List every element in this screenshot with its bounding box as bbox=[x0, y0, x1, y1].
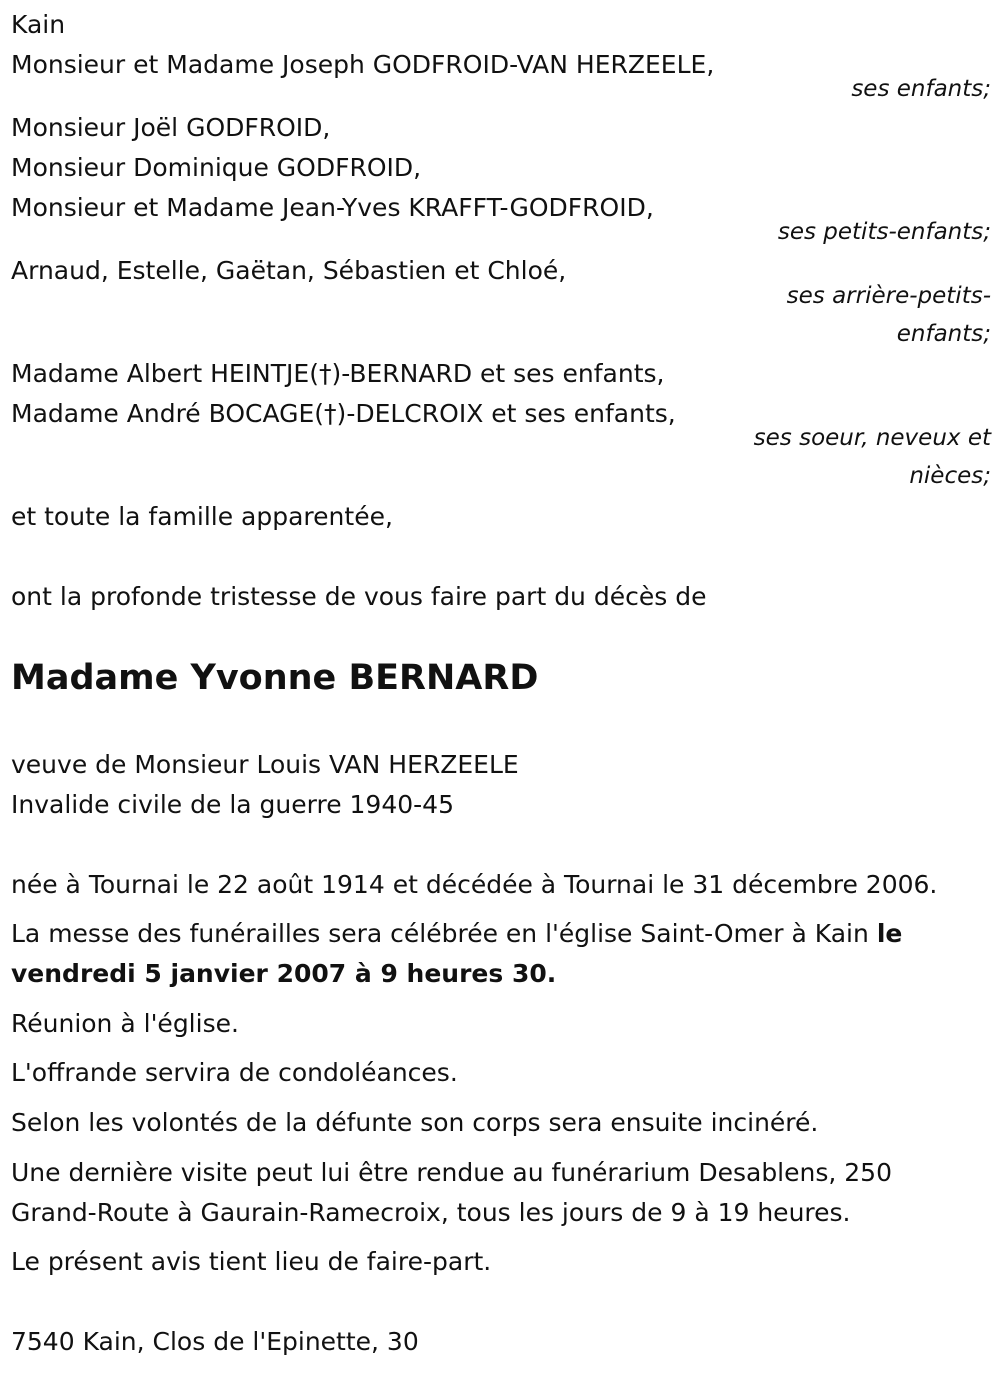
visit-paragraph: Une dernière visite peut lui être rendue au funérarium Desablens, 250 Grand-Route à Gaurain-Ramecroix, tous les jours de 9 à 19 heures. bbox=[11, 1158, 892, 1227]
mass-text: La messe des funérailles sera célébrée en l'église Saint-Omer à Kain bbox=[11, 919, 869, 948]
birth-death-line: née à Tournai le 22 août 1914 et décédée à Tournai le 31 décembre 2006. bbox=[11, 870, 938, 899]
notice-line: Le présent avis tient lieu de faire-part. bbox=[11, 1247, 492, 1276]
address-line: 7540 Kain, Clos de l'Epinette, 30 bbox=[11, 1327, 419, 1356]
grandchild-line: Monsieur et Madame Jean-Yves KRAFFT-GODFROID, bbox=[11, 193, 654, 222]
sibling-line: Madame André BOCAGE(†)-DELCROIX et ses enfants, bbox=[11, 399, 676, 428]
widow-of-line: veuve de Monsieur Louis VAN HERZEELE bbox=[11, 750, 519, 779]
extended-family-line: et toute la famille apparentée, bbox=[11, 502, 393, 531]
mass-paragraph bbox=[11, 914, 991, 994]
grandchild-line: Monsieur Joël GODFROID, bbox=[11, 113, 331, 142]
deceased-name: Madame Yvonne BERNARD bbox=[11, 658, 539, 698]
sibling-line: Madame Albert HEINTJE(†)-BERNARD et ses enfants, bbox=[11, 359, 665, 388]
offering-line: L'offrande servira de condoléances. bbox=[11, 1058, 458, 1087]
announcement-line: ont la profonde tristesse de vous faire part du décès de bbox=[11, 582, 707, 611]
children-relation: ses enfants; bbox=[851, 76, 991, 102]
mass-date: le vendredi 5 janvier 2007 à 9 heures 30. bbox=[11, 919, 903, 988]
place-line: Kain bbox=[11, 10, 66, 39]
cremation-line: Selon les volontés de la défunte son corps sera ensuite incinéré. bbox=[11, 1108, 819, 1137]
great-grandchildren-line: Arnaud, Estelle, Gaëtan, Sébastien et Chloé, bbox=[11, 256, 567, 285]
war-title-line: Invalide civile de la guerre 1940-45 bbox=[11, 790, 454, 819]
siblings-relation: ses soeur, neveux et nièces; bbox=[753, 425, 991, 489]
grandchildren-relation: ses petits-enfants; bbox=[777, 219, 991, 245]
children-line: Monsieur et Madame Joseph GODFROID-VAN HERZEELE, bbox=[11, 50, 715, 79]
grandchild-line: Monsieur Dominique GODFROID, bbox=[11, 153, 422, 182]
great-grandchildren-relation: ses arrière-petits-enfants; bbox=[786, 283, 991, 347]
meeting-line: Réunion à l'église. bbox=[11, 1009, 239, 1038]
